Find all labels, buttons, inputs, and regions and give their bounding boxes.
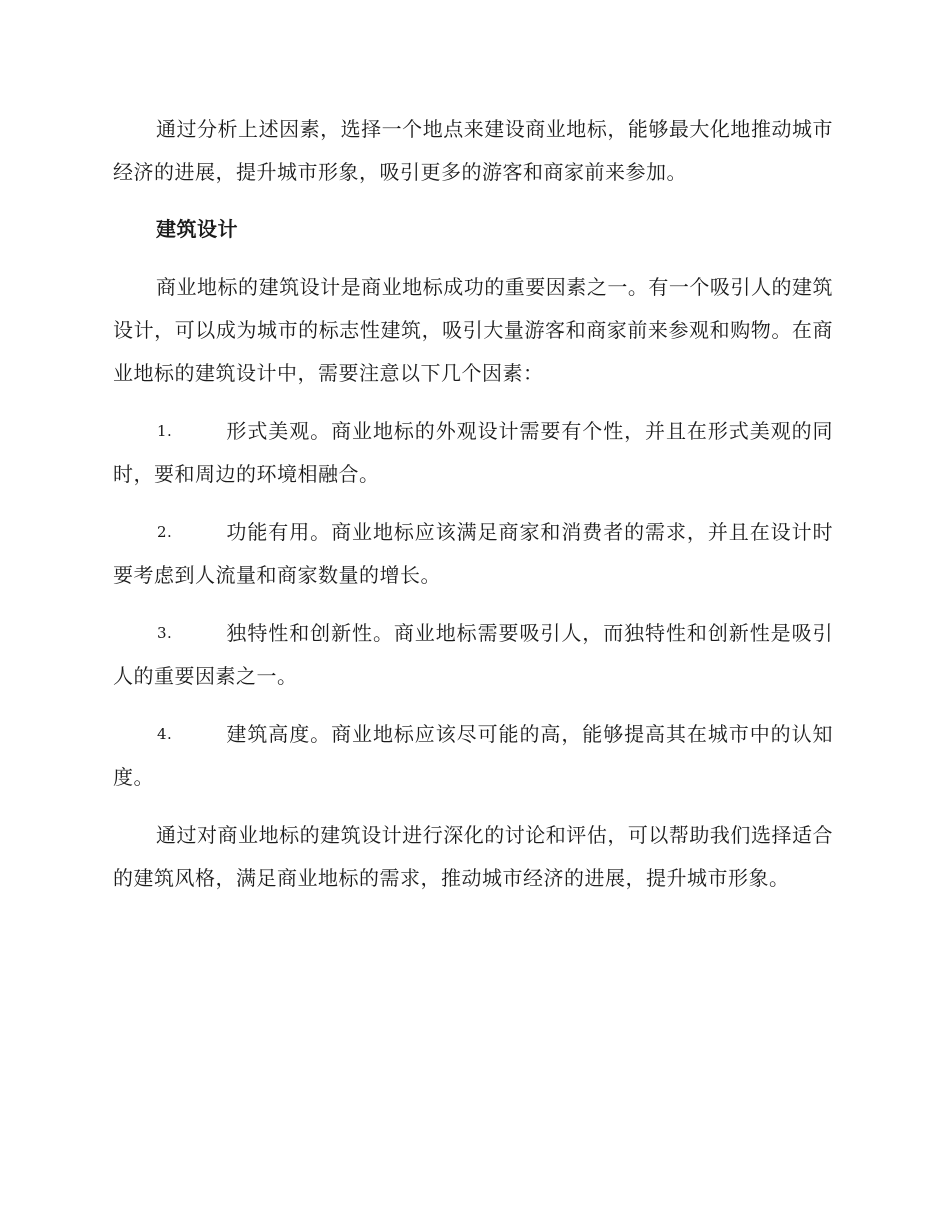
list-item [113, 713, 833, 799]
list-text: 独特性和创新性。商业地标需要吸引人，而独特性和创新性是吸引人的重要因素之一。 [113, 621, 833, 688]
list-item [113, 511, 833, 597]
list-number: 2. [157, 523, 173, 541]
list-text: 功能有用。商业地标应该满足商家和消费者的需求，并且在设计时要考虑到人流量和商家数量的增长。 [113, 520, 833, 587]
list-number: 3. [157, 624, 173, 642]
list-text: 形式美观。商业地标的外观设计需要有个性，并且在形式美观的同时，要和周边的环境相融合。 [113, 419, 833, 486]
list-item [113, 612, 833, 698]
lead-paragraph: 商业地标的建筑设计是商业地标成功的重要因素之一。有一个吸引人的建筑设计，可以成为城市的标志性建筑，吸引大量游客和商家前来参观和购物。在商业地标的建筑设计中，需要注意以下几个因素： [113, 275, 833, 385]
list-number: 1. [157, 422, 173, 440]
intro-paragraph: 通过分析上述因素，选择一个地点来建设商业地标，能够最大化地推动城市经济的进展，提升城市形象，吸引更多的游客和商家前来参加。 [113, 117, 833, 184]
document-page [113, 108, 833, 900]
list-text: 建筑高度。商业地标应该尽可能的高，能够提高其在城市中的认知度。 [113, 722, 833, 789]
list-number: 4. [157, 725, 173, 743]
section-heading: 建筑设计 [156, 217, 238, 241]
closing-paragraph: 通过对商业地标的建筑设计进行深化的讨论和评估，可以帮助我们选择适合的建筑风格，满足商业地标的需求，推动城市经济的进展，提升城市形象。 [113, 823, 833, 890]
list-item [113, 410, 833, 496]
